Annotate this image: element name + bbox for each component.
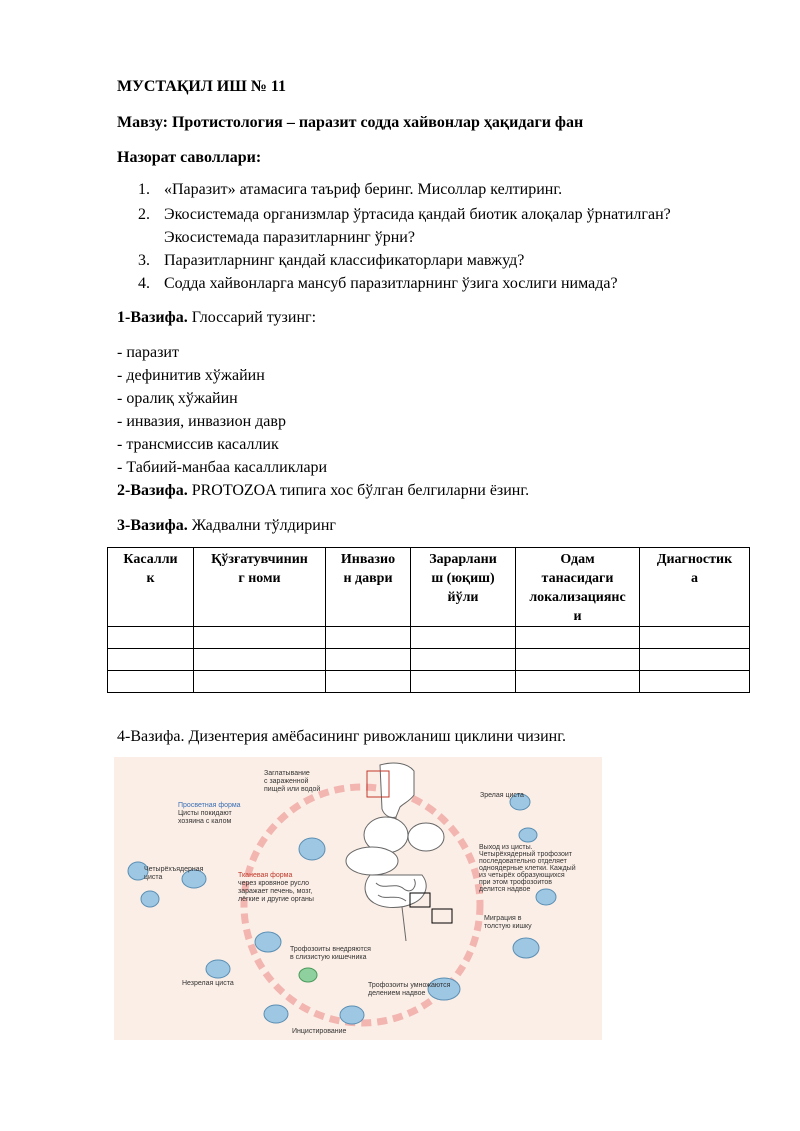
task1-label: 1-Вазифа. (117, 309, 188, 326)
column-header: Инвазио н даври (326, 548, 411, 627)
label-exit-cyst: Выход из цисты. Четырёхядерный трофозоит последовательно отделяет одноядерные клетки. Каждый из четырёх образующихся при этом трофозоитов делится надвое (479, 844, 576, 893)
table-cell[interactable] (411, 649, 516, 671)
glossary-item: - трансмиссив касаллик (117, 436, 279, 453)
label-lumen-form: Просветная форма Цисты покидают хозяина с калом (178, 802, 241, 825)
cell (513, 938, 539, 958)
cell (299, 968, 317, 982)
task3-label: 3-Вазифа. (117, 517, 188, 534)
task2-label: 2-Вазифа. (117, 482, 188, 499)
fill-in-table (107, 547, 750, 693)
cell (206, 960, 230, 978)
table-cell[interactable] (108, 649, 194, 671)
table-cell[interactable] (326, 671, 411, 693)
table-row (108, 627, 750, 649)
glossary-item: - Табиий-манбаа касалликлари (117, 459, 328, 476)
table-row (108, 649, 750, 671)
topic-line: Мавзу: Протистология – паразит содда хайвонлар ҳақидаги фан (117, 114, 584, 131)
question-text: «Паразит» атамасига таъриф беринг. Мисоллар келтиринг. (164, 181, 563, 198)
question-number: 3. (138, 252, 150, 269)
table-cell[interactable] (516, 671, 640, 693)
question-number: 2. (138, 206, 150, 223)
table-cell[interactable] (640, 671, 750, 693)
table-cell[interactable] (194, 671, 326, 693)
question-text: Содда хайвонларга мансуб паразитларнинг ўзига хослиги нимада? (164, 275, 618, 292)
cell (299, 838, 325, 860)
table-row (108, 671, 750, 693)
label-immature-cyst: Незрелая циста (182, 980, 234, 987)
cell (141, 891, 159, 907)
table-header-row (108, 548, 750, 627)
label-four-nuclear-cyst: Четырёхъядерная циста (144, 866, 204, 881)
questions-heading: Назорат саволлари: (117, 149, 262, 166)
label-migration: Миграция в толстую кишку (484, 915, 532, 930)
task1-heading (117, 308, 316, 328)
glossary-item: - оралиқ хўжайин (117, 390, 238, 407)
label-mature-cyst: Зрелая циста (480, 792, 524, 799)
label-trophozoites-invade: Трофозоиты внедряются в слизистую кишечника (290, 946, 371, 961)
table-cell[interactable] (108, 627, 194, 649)
table-cell[interactable] (326, 649, 411, 671)
label-swallow: Заглатывание с зараженной пищей или водой (264, 770, 321, 793)
task1-text: Глоссарий тузинг: (187, 309, 317, 326)
table-cell[interactable] (108, 671, 194, 693)
cell (255, 932, 281, 952)
task2-heading (117, 481, 529, 501)
page-title: МУСТАҚИЛ ИШ № 11 (117, 78, 287, 95)
table-cell[interactable] (640, 649, 750, 671)
table-cell[interactable] (411, 627, 516, 649)
glossary-item: - паразит (117, 344, 179, 361)
cell (519, 828, 537, 842)
column-header: Одам танасидаги локализациянс и (516, 548, 640, 627)
task4-heading: 4-Вазифа. Дизентерия амёбасининг ривожланиш циклини чизинг. (117, 728, 566, 745)
question-text: Паразитларнинг қандай классификаторлари мавжуд? (164, 252, 525, 269)
column-header: Диагностик а (640, 548, 750, 627)
column-header: Қўзғатувчинин г номи (194, 548, 326, 627)
question-number: 4. (138, 275, 150, 292)
cell (264, 1005, 288, 1023)
table-cell[interactable] (411, 671, 516, 693)
label-tissue-form: Тканевая форма через кровяное русло заражает печень, мозг, лёгкие и другие органы (238, 872, 314, 903)
task2-text: PROTOZOA типига хос бўлган белгиларни ёзинг. (187, 482, 530, 499)
task3-text: Жадвални тўлдиринг (187, 517, 336, 534)
cell (536, 889, 556, 905)
label-encystation: Инцистирование (292, 1028, 347, 1035)
task3-heading (117, 516, 336, 536)
table-cell[interactable] (194, 627, 326, 649)
amoeba-life-cycle-figure (114, 757, 602, 1040)
glossary-item: - дефинитив хўжайин (117, 367, 265, 384)
table-cell[interactable] (326, 627, 411, 649)
table-cell[interactable] (640, 627, 750, 649)
question-text: Экосистемада организмлар ўртасида қандай биотик алоқалар ўрнатилган? Экосистемада паразитларнинг ўрни? (164, 206, 671, 246)
cell (340, 1006, 364, 1024)
table-cell[interactable] (516, 649, 640, 671)
table-cell[interactable] (194, 649, 326, 671)
column-header: Зарарлани ш (юқиш) йўли (411, 548, 516, 627)
glossary-item: - инвазия, инвазион давр (117, 413, 286, 430)
column-header: Касалли к (108, 548, 194, 627)
question-number: 1. (138, 181, 150, 198)
table-cell[interactable] (516, 627, 640, 649)
label-trophozoites-multiply: Трофозоиты умножаются делением надвое (368, 982, 451, 997)
